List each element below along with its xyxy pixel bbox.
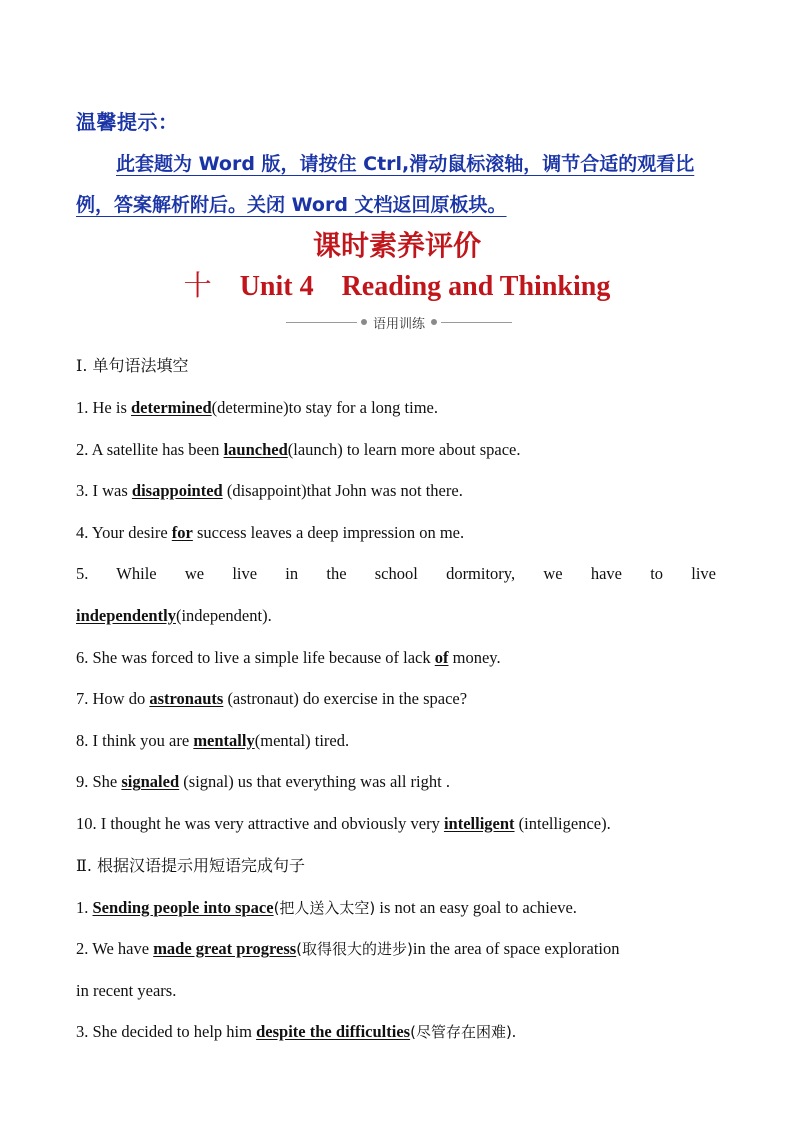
item-text: 5. While we live in the school dormitory, we have to live [76,564,716,584]
unit-name: Unit 4 Reading and Thinking [239,271,611,302]
item-text: 8. I think you are [76,730,194,750]
item-text: money. [448,647,501,667]
item-text: success leaves a deep impression on me. [192,522,465,542]
part2-heading [76,845,716,887]
answer: made great progress [153,939,297,959]
part1-item [76,512,716,554]
answer: Sending people into space [92,897,274,917]
tip-body: 此套题为 Word 版，请按住 Ctrl,滑动鼠标滚轴，调节合适的观看比例，答案解析附后。关闭 Word 文档返回原板块。 [76,153,695,216]
chinese-hint: (尽管存在困难) [410,1023,512,1042]
answer: determined [131,398,212,417]
section-divider [286,312,512,332]
item-text: (launch) to learn more about space. [287,439,521,459]
part2-roman: Ⅱ [76,855,87,875]
part2-heading-text: . 根据汉语提示用短语完成句子 [86,855,306,875]
answer: launched [223,439,288,459]
item-text: . [511,1022,516,1042]
item-text: 3. She decided to help him [76,1022,257,1042]
part1-item [76,387,716,429]
item-text: in recent years. [76,980,177,1000]
item-text: (signal) us that everything was all right . [179,772,450,792]
page-title: 课时素养评价 [312,229,481,262]
part1-item [76,553,716,595]
divider-dot-right [431,319,437,325]
part1-item [76,761,716,803]
answer: despite the difficulties [256,1022,411,1042]
lesson-number: 十 [183,269,212,302]
part2-item [76,928,716,970]
chinese-hint: (把人送入太空) [273,898,376,917]
tip-title: 温馨提示： [76,110,179,134]
divider-line-left [286,322,357,323]
part1-item [76,637,716,679]
answer: independently [76,605,176,625]
item-text: is not an easy goal to achieve. [375,897,577,917]
part2-item-continued [76,970,716,1012]
item-text: (astronaut) do exercise in the space? [223,689,468,709]
answer: astronauts [149,689,224,709]
part1-item [76,429,716,471]
answer: intelligent [443,813,515,833]
answer: disappointed [131,481,223,501]
part1-heading [76,345,716,387]
part2-item [76,1011,716,1053]
item-text: 7. How do [76,689,150,709]
part2-item [76,887,716,929]
item-text: (disappoint)that John was not there. [222,481,463,501]
part1-item [76,678,716,720]
part1-item-continued [76,595,716,637]
item-text: 2. We have [76,939,154,959]
part1-item [76,803,716,845]
answer: signaled [121,772,180,792]
part1-roman: Ⅰ [76,356,83,375]
item-text: 6. She was forced to live a simple life because of lack [76,647,435,667]
item-text: (independent). [175,605,272,625]
item-text: 4. Your desire [76,522,172,542]
item-text: 3. I was [76,481,132,501]
item-text: 1. [76,897,93,917]
item-text: (intelligence). [514,813,611,833]
chinese-hint: (取得很大的进步) [296,940,413,959]
part1-item [76,720,716,762]
section-label: 语用训练 [373,316,426,332]
answer: of [434,647,449,667]
item-text: (determine)to stay for a long time. [211,398,438,417]
item-text: 1. He is [76,398,131,417]
item-text: 9. She [76,772,122,792]
divider-dot-left [361,319,367,325]
part1-item [76,470,716,512]
item-text: in the area of space exploration [412,939,620,959]
answer: mentally [193,730,255,750]
item-text: 2. A satellite has been [76,439,224,459]
part1-heading-text: . 单句语法填空 [82,356,189,375]
item-text: (mental) tired. [254,730,350,750]
divider-line-right [441,322,512,323]
unit-title [0,264,794,304]
item-text: 10. I thought he was very attractive and obviously very [76,813,444,833]
exercise-content [76,345,716,1053]
answer: for [171,522,193,542]
